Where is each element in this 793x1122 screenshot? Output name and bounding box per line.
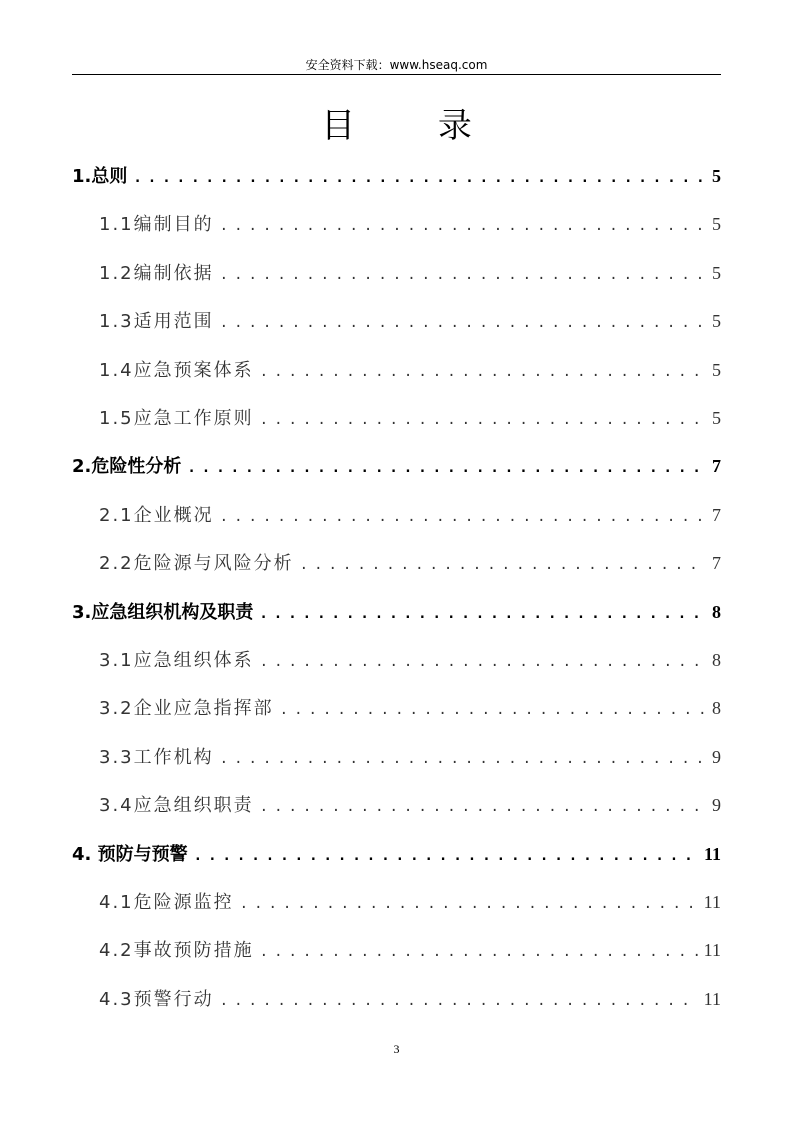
- toc-entry-page: 5: [712, 262, 721, 283]
- toc-subsection-entry[interactable]: [99, 356, 721, 382]
- toc-entry-page: 8: [712, 698, 721, 719]
- toc-entry-label: 3.2企业应急指挥部: [99, 698, 274, 720]
- toc-entry-label: 1.5应急工作原则: [99, 408, 254, 429]
- toc-entry-label: 2.2危险源与风险分析: [99, 553, 294, 575]
- toc-entry-label: 1.2编制依据: [99, 262, 214, 284]
- toc-entry-page: 7: [712, 504, 721, 525]
- toc-dot-leader: [187, 460, 706, 476]
- toc-entry-page: 5: [712, 214, 721, 235]
- toc-dot-leader: [260, 412, 706, 428]
- header-divider: [72, 74, 721, 75]
- toc-entry-page: 5: [712, 311, 721, 332]
- toc-dot-leader: [260, 944, 698, 960]
- toc-dot-leader: [259, 606, 706, 622]
- toc-dot-leader: [260, 799, 706, 815]
- toc-subsection-entry[interactable]: [99, 404, 721, 430]
- toc-subsection-entry[interactable]: [99, 743, 721, 769]
- toc-subsection-entry[interactable]: [99, 259, 721, 285]
- toc-entry-label: 4.3预警行动: [99, 988, 214, 1010]
- toc-subsection-entry[interactable]: [99, 985, 721, 1011]
- toc-dot-leader: [220, 267, 706, 283]
- toc-section-entry[interactable]: [72, 162, 721, 188]
- toc-subsection-entry[interactable]: [99, 210, 721, 236]
- toc-subsection-entry[interactable]: [99, 549, 721, 575]
- toc-dot-leader: [300, 557, 706, 573]
- toc-entry-label: 1.1编制目的: [99, 214, 214, 236]
- toc-entry-page: 11: [703, 940, 721, 961]
- toc-entry-label: 4.1危险源监控: [99, 892, 234, 913]
- toc-entry-page: 5: [712, 359, 721, 380]
- toc-subsection-entry[interactable]: [99, 888, 721, 914]
- toc-entry-label: 3.3工作机构: [99, 746, 214, 768]
- toc-entry-page: 11: [703, 892, 721, 912]
- toc-entry-page: 8: [712, 650, 721, 670]
- toc-subsection-entry[interactable]: [99, 307, 721, 333]
- page-header: 安全资料下载：www.hseaq.com: [305, 58, 488, 72]
- toc-entry-page: 8: [712, 601, 721, 622]
- toc-entry-label: 1.3适用范围: [99, 311, 214, 333]
- toc-entry-label: 3.4应急组织职责: [99, 795, 254, 817]
- toc-entry-label: 3.应急组织机构及职责: [72, 601, 254, 623]
- toc-dot-leader: [220, 993, 698, 1009]
- toc-dot-leader: [133, 170, 706, 186]
- toc-section-entry[interactable]: [72, 598, 721, 624]
- toc-dot-leader: [220, 315, 706, 331]
- toc-dot-leader: [240, 896, 698, 912]
- toc-entry-label: 2.1企业概况: [99, 504, 214, 526]
- toc-dot-leader: [220, 509, 706, 525]
- toc-subsection-entry[interactable]: [99, 646, 721, 672]
- toc-entry-label: 3.1应急组织体系: [99, 650, 254, 671]
- toc-dot-leader: [260, 364, 706, 380]
- page-title: 目 录: [321, 106, 508, 146]
- toc-entry-label: 4. 预防与预警: [72, 843, 188, 865]
- page-number: 3: [393, 1042, 400, 1056]
- toc-dot-leader: [260, 654, 706, 670]
- toc-entry-label: 2.危险性分析: [72, 456, 182, 478]
- toc-entry-page: 11: [703, 988, 721, 1009]
- toc-dot-leader: [280, 702, 706, 718]
- toc-entry-page: 9: [712, 746, 721, 767]
- toc-subsection-entry[interactable]: [99, 694, 721, 720]
- toc-dot-leader: [220, 218, 706, 234]
- toc-entry-page: 7: [712, 456, 721, 477]
- toc-entry-page: 5: [712, 408, 721, 428]
- toc-entry-label: 4.2事故预防措施: [99, 940, 254, 962]
- toc-subsection-entry[interactable]: [99, 791, 721, 817]
- toc-section-entry[interactable]: [72, 840, 721, 866]
- toc-entry-page: 9: [712, 795, 721, 816]
- toc-subsection-entry[interactable]: [99, 501, 721, 527]
- toc-entry-label: 1.总则: [72, 166, 128, 187]
- toc-subsection-entry[interactable]: [99, 936, 721, 962]
- toc-entry-label: 1.4应急预案体系: [99, 359, 254, 381]
- toc-dot-leader: [194, 848, 698, 864]
- toc-dot-leader: [220, 751, 706, 767]
- toc-entry-page: 7: [712, 553, 721, 574]
- toc-entry-page: 5: [712, 166, 721, 186]
- toc-section-entry[interactable]: [72, 452, 721, 478]
- toc-entry-page: 11: [703, 843, 721, 864]
